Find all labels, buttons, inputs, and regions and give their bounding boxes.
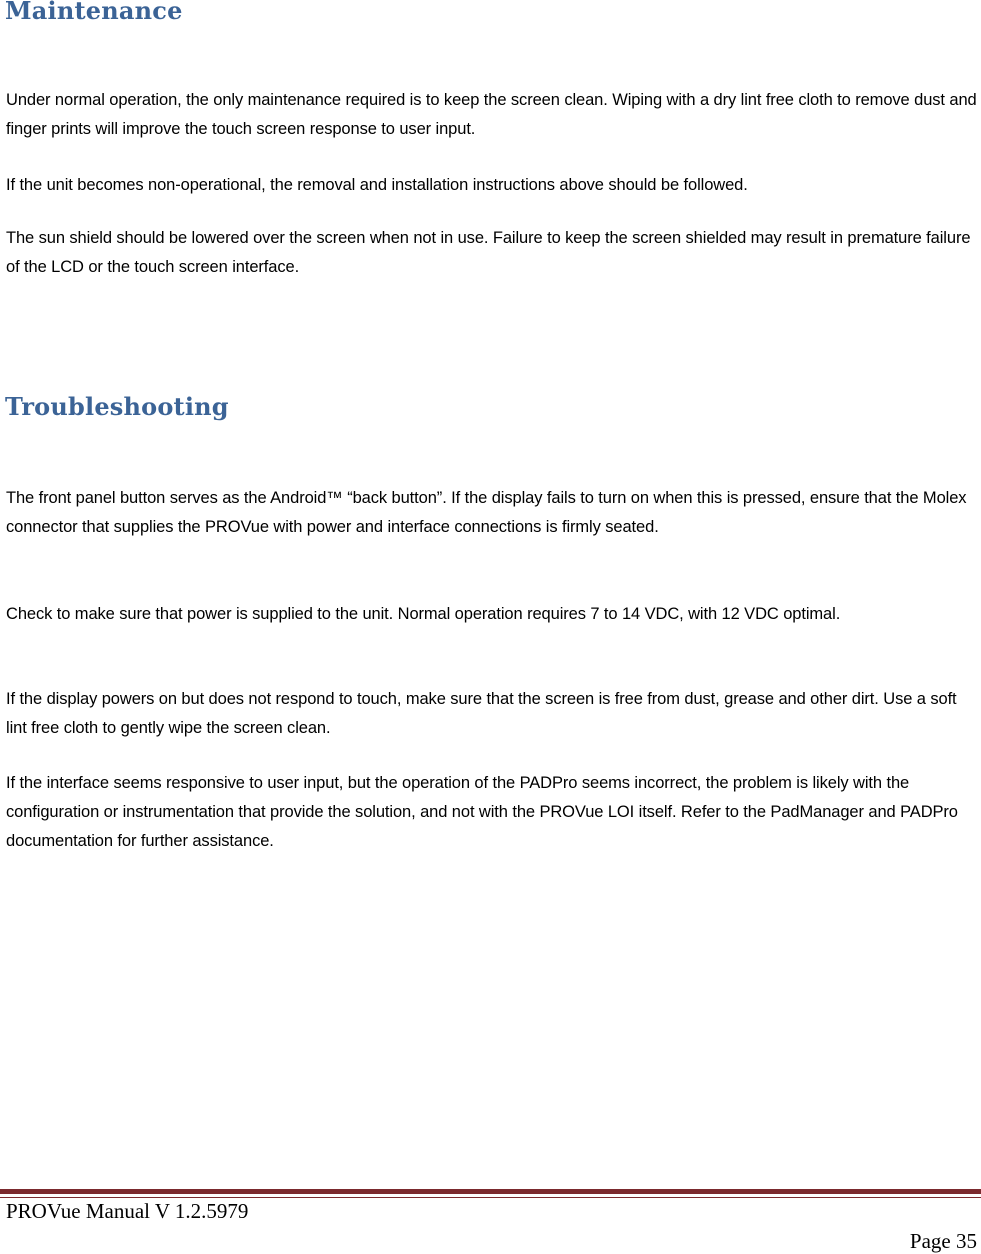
maintenance-paragraph-3: The sun shield should be lowered over the screen when not in use. Failure to keep the screen shielded may result in premature failure of the LCD or the touch screen interface. [6,229,971,276]
maintenance-paragraph-1: Under normal operation, the only maintenance required is to keep the screen clean. Wiping with a dry lint free cloth to remove dust and finger prints will improve the touch screen response to user input. [6,91,977,138]
troubleshooting-paragraph-3: If the display powers on but does not respond to touch, make sure that the screen is free from dust, grease and other dirt. Use a soft lint free cloth to gently wipe the screen clean. [6,690,957,737]
footer-page-number: Page 35 [909,1229,977,1253]
footer-divider-thin [0,1197,981,1198]
troubleshooting-paragraph-4: If the interface seems responsive to user input, but the operation of the PADPro seems incorrect, the problem is likely with the configuration or instrumentation that provide the solution, and not with the PROVue LOI itself. Refer to the PadManager and PADPro documentation for further assistance. [6,774,958,850]
troubleshooting-heading: Troubleshooting [5,392,229,421]
footer-divider-thick [0,1189,981,1194]
troubleshooting-paragraph-2: Check to make sure that power is supplied to the unit. Normal operation requires 7 to 14 VDC, with 12 VDC optimal. [6,605,841,623]
maintenance-heading: Maintenance [5,0,183,25]
maintenance-paragraph-2: If the unit becomes non-operational, the removal and installation instructions above should be followed. [6,176,748,194]
troubleshooting-paragraph-1: The front panel button serves as the Android™ “back button”. If the display fails to turn on when this is pressed, ensure that the Molex connector that supplies the PROVue with power and interface connections is firmly seated. [6,489,967,536]
footer-manual-title: PROVue Manual V 1.2.5979 [6,1199,249,1223]
